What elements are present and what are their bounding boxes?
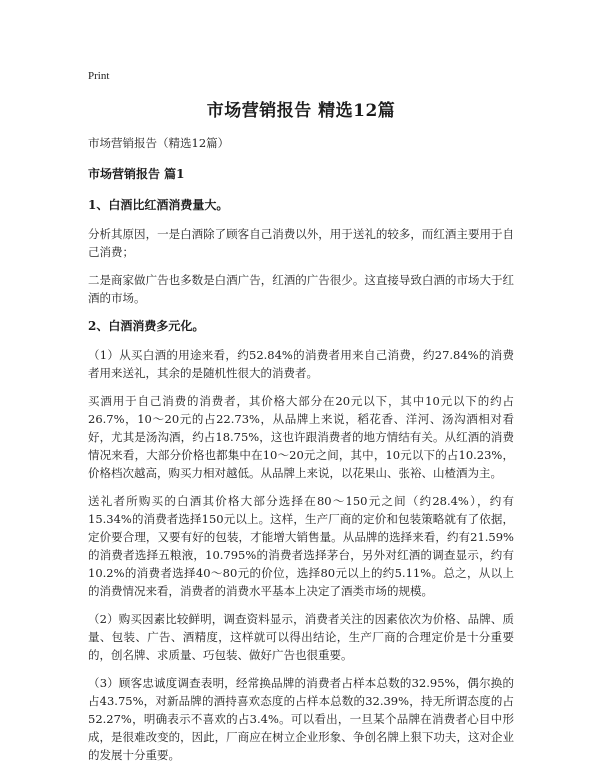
paragraph-4: 买酒用于自己消费的消费者，其价格大部分在20元以下，其中10元以下的约占26.7%，10～20元的占22.73%，从品牌上来说，稻花香、洋河、汤沟酒相对看好，尤其是汤沟酒，约占18.75%，这也许跟消费者的地方情结有关。从红酒的消费情况来看，大部分价格也都集中在10～20元之间，其中，10元以下的占10.23%，价格档次越高，购买力相对越低。从品牌上来说，以花果山、张裕、山楂酒为主。 <box>88 394 514 480</box>
heading-1: 1、白酒比红酒消费量大。 <box>88 198 229 212</box>
paragraph-5: 送礼者所购买的白酒其价格大部分选择在80～150元之间（约28.4%），约有15.34%的消费者选择150元以上。这样，生产厂商的定价和包装策略就有了依据，定价要合理，又要有好的包装，才能增大销售量。从品牌的选择来看，约有21.59%的消费者选择五粮液，10.795%的消费者选择茅台，另外对红酒的调查显示，约有10.2%的消费者选择40～80元的价位，选择80元以上的约5.11%。总之，从以上的消费情况来看，消费者的消费水平基本上决定了酒类市场的规模。 <box>88 494 514 598</box>
section-heading: 市场营销报告 篇1 <box>88 167 185 181</box>
print-label: Print <box>88 70 110 82</box>
paragraph-3: （1）从买白酒的用途来看，约52.84%的消费者用来自己消费，约27.84%的消费者用来送礼，其余的是随机性很大的消费者。 <box>88 348 514 380</box>
paragraph-2: 二是商家做广告也多数是白酒广告，红酒的广告很少。这直接导致白酒的市场大于红酒的市场。 <box>88 273 514 305</box>
document-subtitle: 市场营销报告（精选12篇） <box>88 136 230 150</box>
paragraph-6: （2）购买因素比较鲜明，调查资料显示，消费者关注的因素依次为价格、品牌、质量、包装、广告、酒精度，这样就可以得出结论，生产厂商的合理定价是十分重要的，创名牌、求质量、巧包装、做好广告也很重要。 <box>88 612 514 662</box>
paragraph-7: （3）顾客忠诚度调查表明，经常换品牌的消费者占样本总数的32.95%，偶尔换的占43.75%，对新品牌的酒持喜欢态度的占样本总数的32.39%，持无所谓态度的占52.27%，明确表示不喜欢的占3.4%。可以看出，一旦某个品牌在消费者心目中形成，是很难改变的，因此，厂商应在树立企业形象、争创名牌上狠下功夫，这对企业的发展十分重要。 <box>88 676 514 762</box>
heading-2: 2、白酒消费多元化。 <box>88 319 205 333</box>
document-title: 市场营销报告 精选12篇 <box>206 101 396 121</box>
paragraph-1: 分析其原因，一是白酒除了顾客自己消费以外，用于送礼的较多，而红酒主要用于自己消费； <box>88 227 514 259</box>
